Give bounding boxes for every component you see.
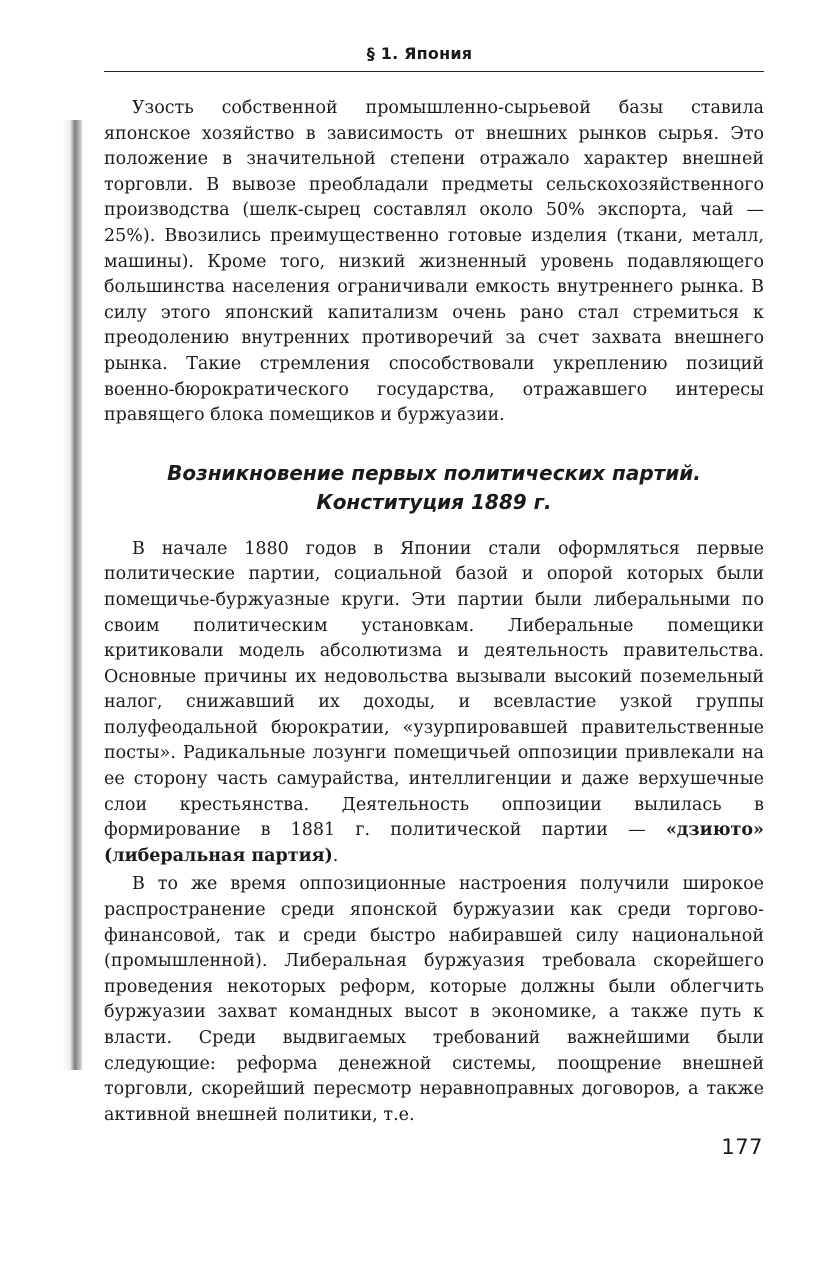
section-heading-line-2: Конституция 1889 г. [316, 489, 552, 514]
body-text [104, 96, 764, 1128]
paragraph-1: Узость собственной промышленно-сырьевой базы ставила японское хозяйство в зависимость от внешних рынков сырья. Это положение в значительной степени отражало характер внешней торговли. В вывозе преобладали предметы сельскохозяйственного производства (шелк-сырец составлял около 50% экспорта, чай — 25%). Ввозились преимущественно готовые изделия (ткани, металл, машины). Кроме того, низкий жизненный уровень подавляющего большинства населения ограничивали емкость внутреннего рынка. В силу этого японский капитализм очень рано стал стремиться к преодолению внутренних противоречий за счет захвата внешнего рынка. Такие стремления способствовали укреплению позиций военно-бюрократического государства, отражавшего интересы правящего блока помещиков и буржуазии. [104, 98, 764, 426]
paragraph-3: В то же время оппозиционные настроения получили широкое распространение среди японской буржуазии как среди торгово-финансовой, так и среди быстро набиравшей силу национальной (промышленной). Либеральная буржуазия требовала скорейшего проведения некоторых реформ, которые должны были облегчить буржуазии захват командных высот в экономике, а также путь к власти. Среди выдвигаемых требований важнейшими были следующие: реформа денежной системы, поощрение внешней торговли, скорейший пересмотр неравноправных договоров, а также активной внешней политики, т.е. [104, 874, 764, 1125]
paragraph-2-end: . [332, 845, 339, 866]
running-header: § 1. Япония [366, 44, 473, 63]
paragraph-2 [104, 537, 764, 870]
header-rule [104, 71, 764, 72]
section-heading-line-1: Возникновение первых политических партий. [167, 460, 701, 485]
section-heading [104, 459, 764, 517]
binding-shadow [62, 120, 82, 1070]
page-number: 177 [721, 1135, 763, 1159]
paragraph-2-text: В начале 1880 годов в Японии стали оформляться первые политические партии, социальной базой и опорой которых были помещичье-буржуазные круги. Эти партии были либеральными по своим политическим установкам. Либеральные помещики критиковали модель абсолютизма и деятельность правительства. Основные причины их недовольства вызывали высокий поземельный налог, снижавший их доходы, и всевластие узкой группы полуфеодальной бюрократии, «узурпировавшей правительственные посты». Радикальные лозунги помещичьей оппозиции привлекали на ее сторону часть самурайства, интеллигенции и даже верхушечные слои крестьянства. Деятельность оппозиции вылилась в формирование в 1881 г. политической партии — [104, 538, 764, 841]
party-name-bold: «дзиюто» (либеральная партия) [104, 820, 764, 866]
